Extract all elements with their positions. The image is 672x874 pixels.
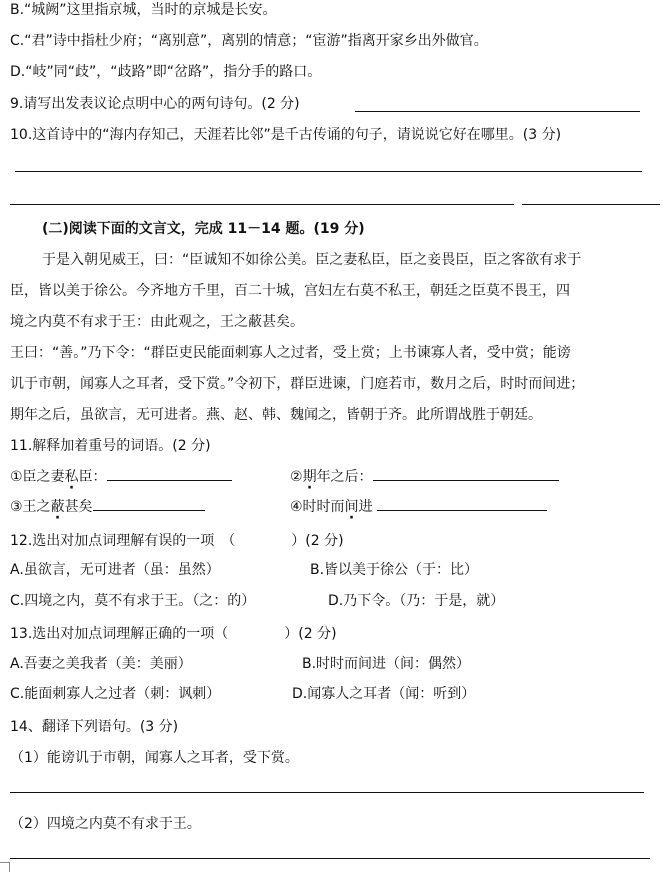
- question-13: 13.选出对加点词理解正确的一项（ ）(2 分): [10, 626, 337, 642]
- answer-line-14-2: [10, 858, 650, 859]
- q11-item-4-post: 进: [358, 499, 373, 515]
- option-d: D.“岐”同“歧”，“歧路”即“岔路”，指分手的路口。: [10, 64, 322, 80]
- answer-line-10b: [10, 204, 514, 205]
- answer-line-9: [355, 111, 640, 112]
- q11-item-2-pre: ②: [290, 469, 303, 485]
- q11-item-3-post: 甚矣: [64, 499, 93, 515]
- answer-blank: [93, 496, 205, 511]
- q11-item-1: [10, 466, 232, 487]
- q13-option-d: D.闻寡人之耳者（闻：听到）: [292, 686, 476, 702]
- passage-line: 期年之后，虽欲言，无可进者。燕、赵、韩、魏闻之，皆朝于齐。此所谓战胜于朝廷。: [10, 407, 542, 423]
- question-12: 12.选出对加点词理解有误的一项 （ ）(2 分): [10, 533, 344, 549]
- question-9: 9.请写出发表议论点明中心的两句诗句。(2 分): [10, 96, 300, 112]
- passage-line: 境之内莫不有求于王：由此观之，王之蔽甚矣。: [10, 314, 304, 330]
- q11-item-2-post: 年之后：: [316, 469, 373, 485]
- q12-option-a: A.虽欲言，无可进者（虽：虽然）: [10, 562, 220, 578]
- emphasis-word: 私: [64, 469, 79, 485]
- answer-blank: [377, 496, 547, 511]
- emphasis-word: 期: [302, 469, 317, 485]
- answer-line-10c: [522, 204, 660, 205]
- page-corner-mark: [0, 862, 10, 872]
- option-c: C.“君”诗中指杜少府；“离别意”，离别的情意；“宦游”指离开家乡出外做官。: [10, 33, 488, 49]
- answer-blank: [373, 466, 559, 481]
- q11-item-3-pre: ③王之: [10, 499, 51, 515]
- q12-option-d: D.乃下令。（乃：于是，就）: [328, 593, 505, 609]
- q13-option-c: C.能面刺寡人之过者（刺：讽刺）: [10, 686, 221, 702]
- passage-line: 臣，皆以美于徐公。今齐地方千里，百二十城，宫妇左右莫不私王，朝廷之臣莫不畏王，四: [10, 283, 570, 299]
- q11-item-1-pre: ①臣之妻: [10, 469, 65, 485]
- q11-item-3: [10, 496, 205, 517]
- q12-option-c: C.四境之内，莫不有求于王。（之：的）: [10, 593, 256, 609]
- answer-blank: [107, 466, 232, 481]
- passage-line: 王曰：“善。”乃下令：“群臣吏民能面刺寡人之过者，受上赏；上书谏寡人者，受中赏；能谤: [10, 345, 571, 361]
- option-b: B.“城阙”这里指京城，当时的京城是长安。: [10, 2, 277, 18]
- q11-item-1-post: 臣：: [78, 469, 107, 485]
- q14-item-2: （2）四境之内莫不有求于王。: [10, 816, 201, 832]
- q11-item-4-pre: ④时时而: [290, 499, 345, 515]
- question-10: 10.这首诗中的“海内存知己，天涯若比邻”是千古传诵的句子，请说说它好在哪里。(3 分): [10, 127, 562, 143]
- emphasis-word: 蔽: [50, 499, 65, 515]
- q14-item-1: （1）能谤讥于市朝，闻寡人之耳者，受下赏。: [10, 750, 299, 766]
- passage-line: 于是入朝见威王，曰：“臣诚知不如徐公美。臣之妻私臣，臣之妾畏臣，臣之客欲有求于: [42, 252, 582, 268]
- question-11: 11.解释加着重号的词语。(2 分): [10, 438, 211, 454]
- section-heading: (二)阅读下面的文言文，完成 11－14 题。(19 分): [42, 221, 365, 237]
- question-14: 14、翻译下列语句。(3 分): [10, 719, 179, 735]
- q12-option-b: B.皆以美于徐公（于：比）: [310, 562, 479, 578]
- q11-item-4: [290, 496, 547, 517]
- answer-line-10a: [15, 171, 642, 172]
- q13-option-b: B.时时而间进（间：偶然）: [302, 656, 471, 672]
- emphasis-word: 间: [344, 499, 359, 515]
- q11-item-2: [290, 466, 559, 487]
- passage-line: 讥于市朝，闻寡人之耳者，受下赏。”令初下，群臣进谏，门庭若市，数月之后，时时而间进；: [10, 376, 585, 392]
- answer-line-14-1: [10, 792, 644, 793]
- q13-option-a: A.吾妻之美我者（美：美丽）: [10, 656, 192, 672]
